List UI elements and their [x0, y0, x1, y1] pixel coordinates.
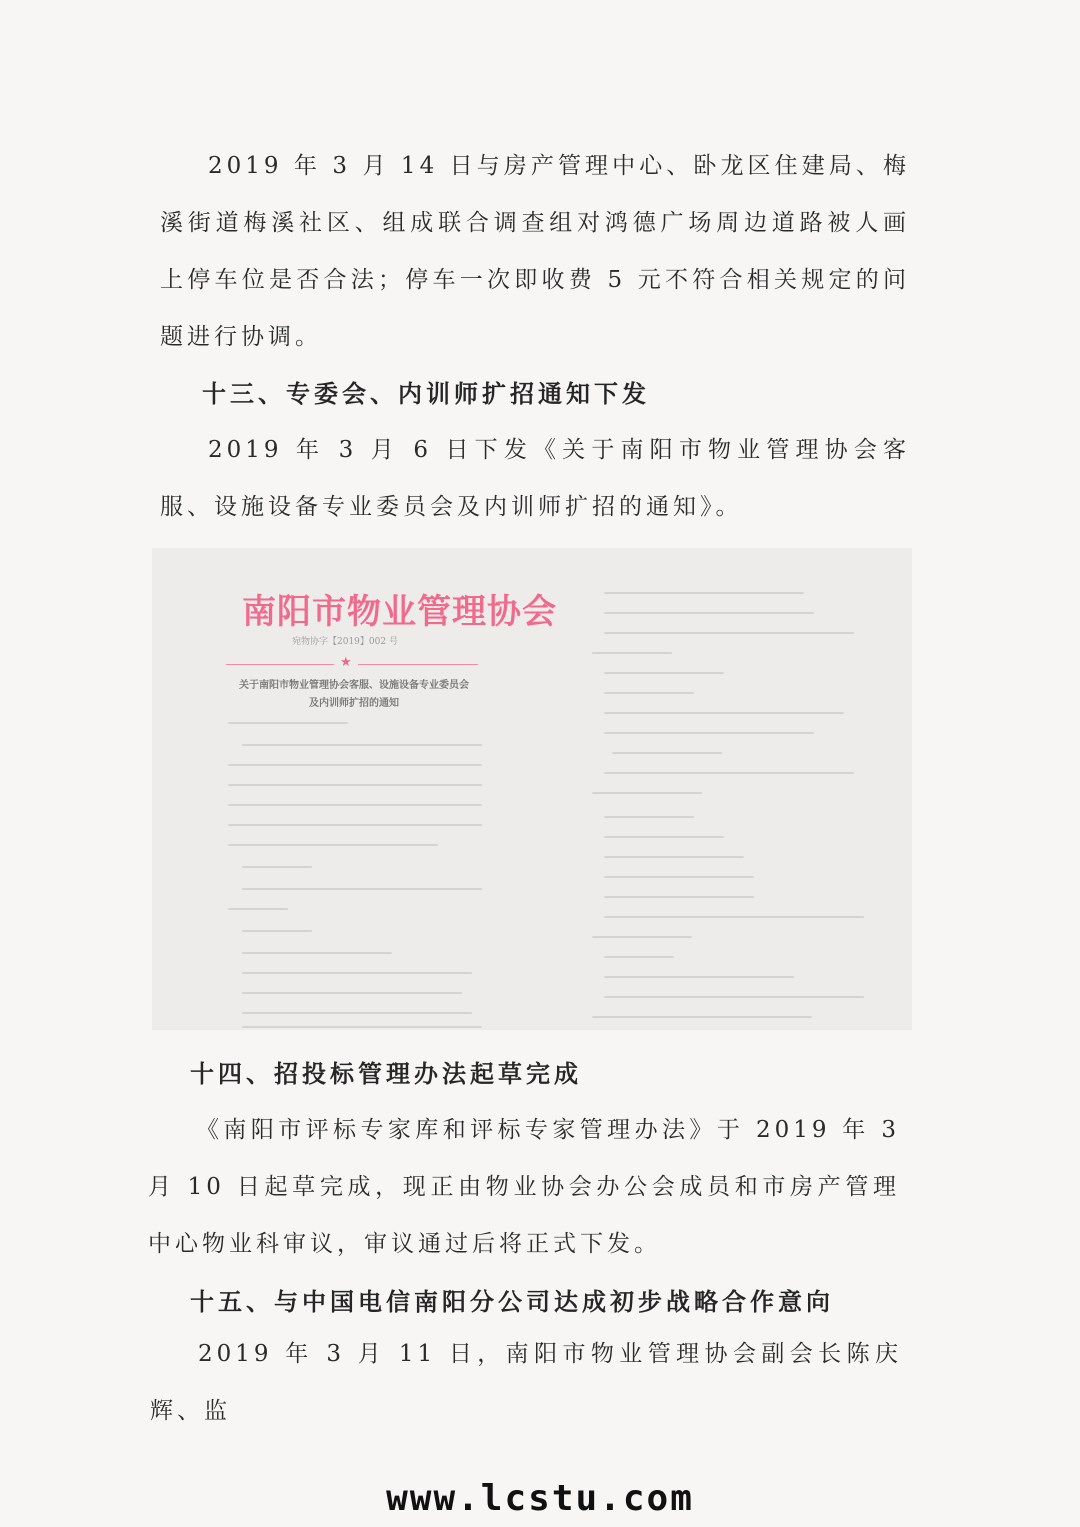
scan-red-rule-left: [226, 664, 334, 665]
paragraph-notice-issued: 2019 年 3 月 6 日下发《关于南阳市物业管理协会客服、设施设备专业委员会及内训师扩招的通知》。: [160, 437, 910, 520]
heading-section-14: 十四、招投标管理办法起草完成: [190, 1059, 582, 1088]
heading-section-15: 十五、与中国电信南阳分公司达成初步战略合作意向: [190, 1287, 834, 1316]
scan-org-title: 南阳市物业管理协会: [242, 592, 557, 632]
paragraph-bidding-rules: 《南阳市评标专家库和评标专家管理办法》于 2019 年 3 月 10 日起草完成，现正由物业协会办公会成员和市房产管理中心物业科审议，审议通过后将正式下发。: [148, 1117, 900, 1257]
scan-doc-number: 宛物协字【2019】002 号: [292, 637, 398, 647]
heading-section-13: 十三、专委会、内训师扩招通知下发: [202, 379, 650, 408]
scanned-notice-image: [152, 548, 912, 1030]
paragraph-parking-survey: 2019 年 3 月 14 日与房产管理中心、卧龙区住建局、梅溪街道梅溪社区、组成联合调查组对鸿德广场周边道路被人画上停车位是否合法；停车一次即收费 5 元不符合相关规定的问题进行协调。: [160, 153, 910, 350]
star-icon: ★: [340, 655, 352, 670]
paragraph-telecom-cooperation: 2019 年 3 月 11 日，南阳市物业管理协会副会长陈庆辉、监: [150, 1341, 902, 1424]
scan-notice-title-line1: 关于南阳市物业管理协会客服、设施设备专业委员会: [239, 680, 469, 691]
scan-red-rule-right: [358, 664, 478, 665]
scan-notice-title-line2: 及内训师扩招的通知: [309, 698, 399, 709]
watermark-url: www.lcstu.com: [386, 1478, 694, 1519]
